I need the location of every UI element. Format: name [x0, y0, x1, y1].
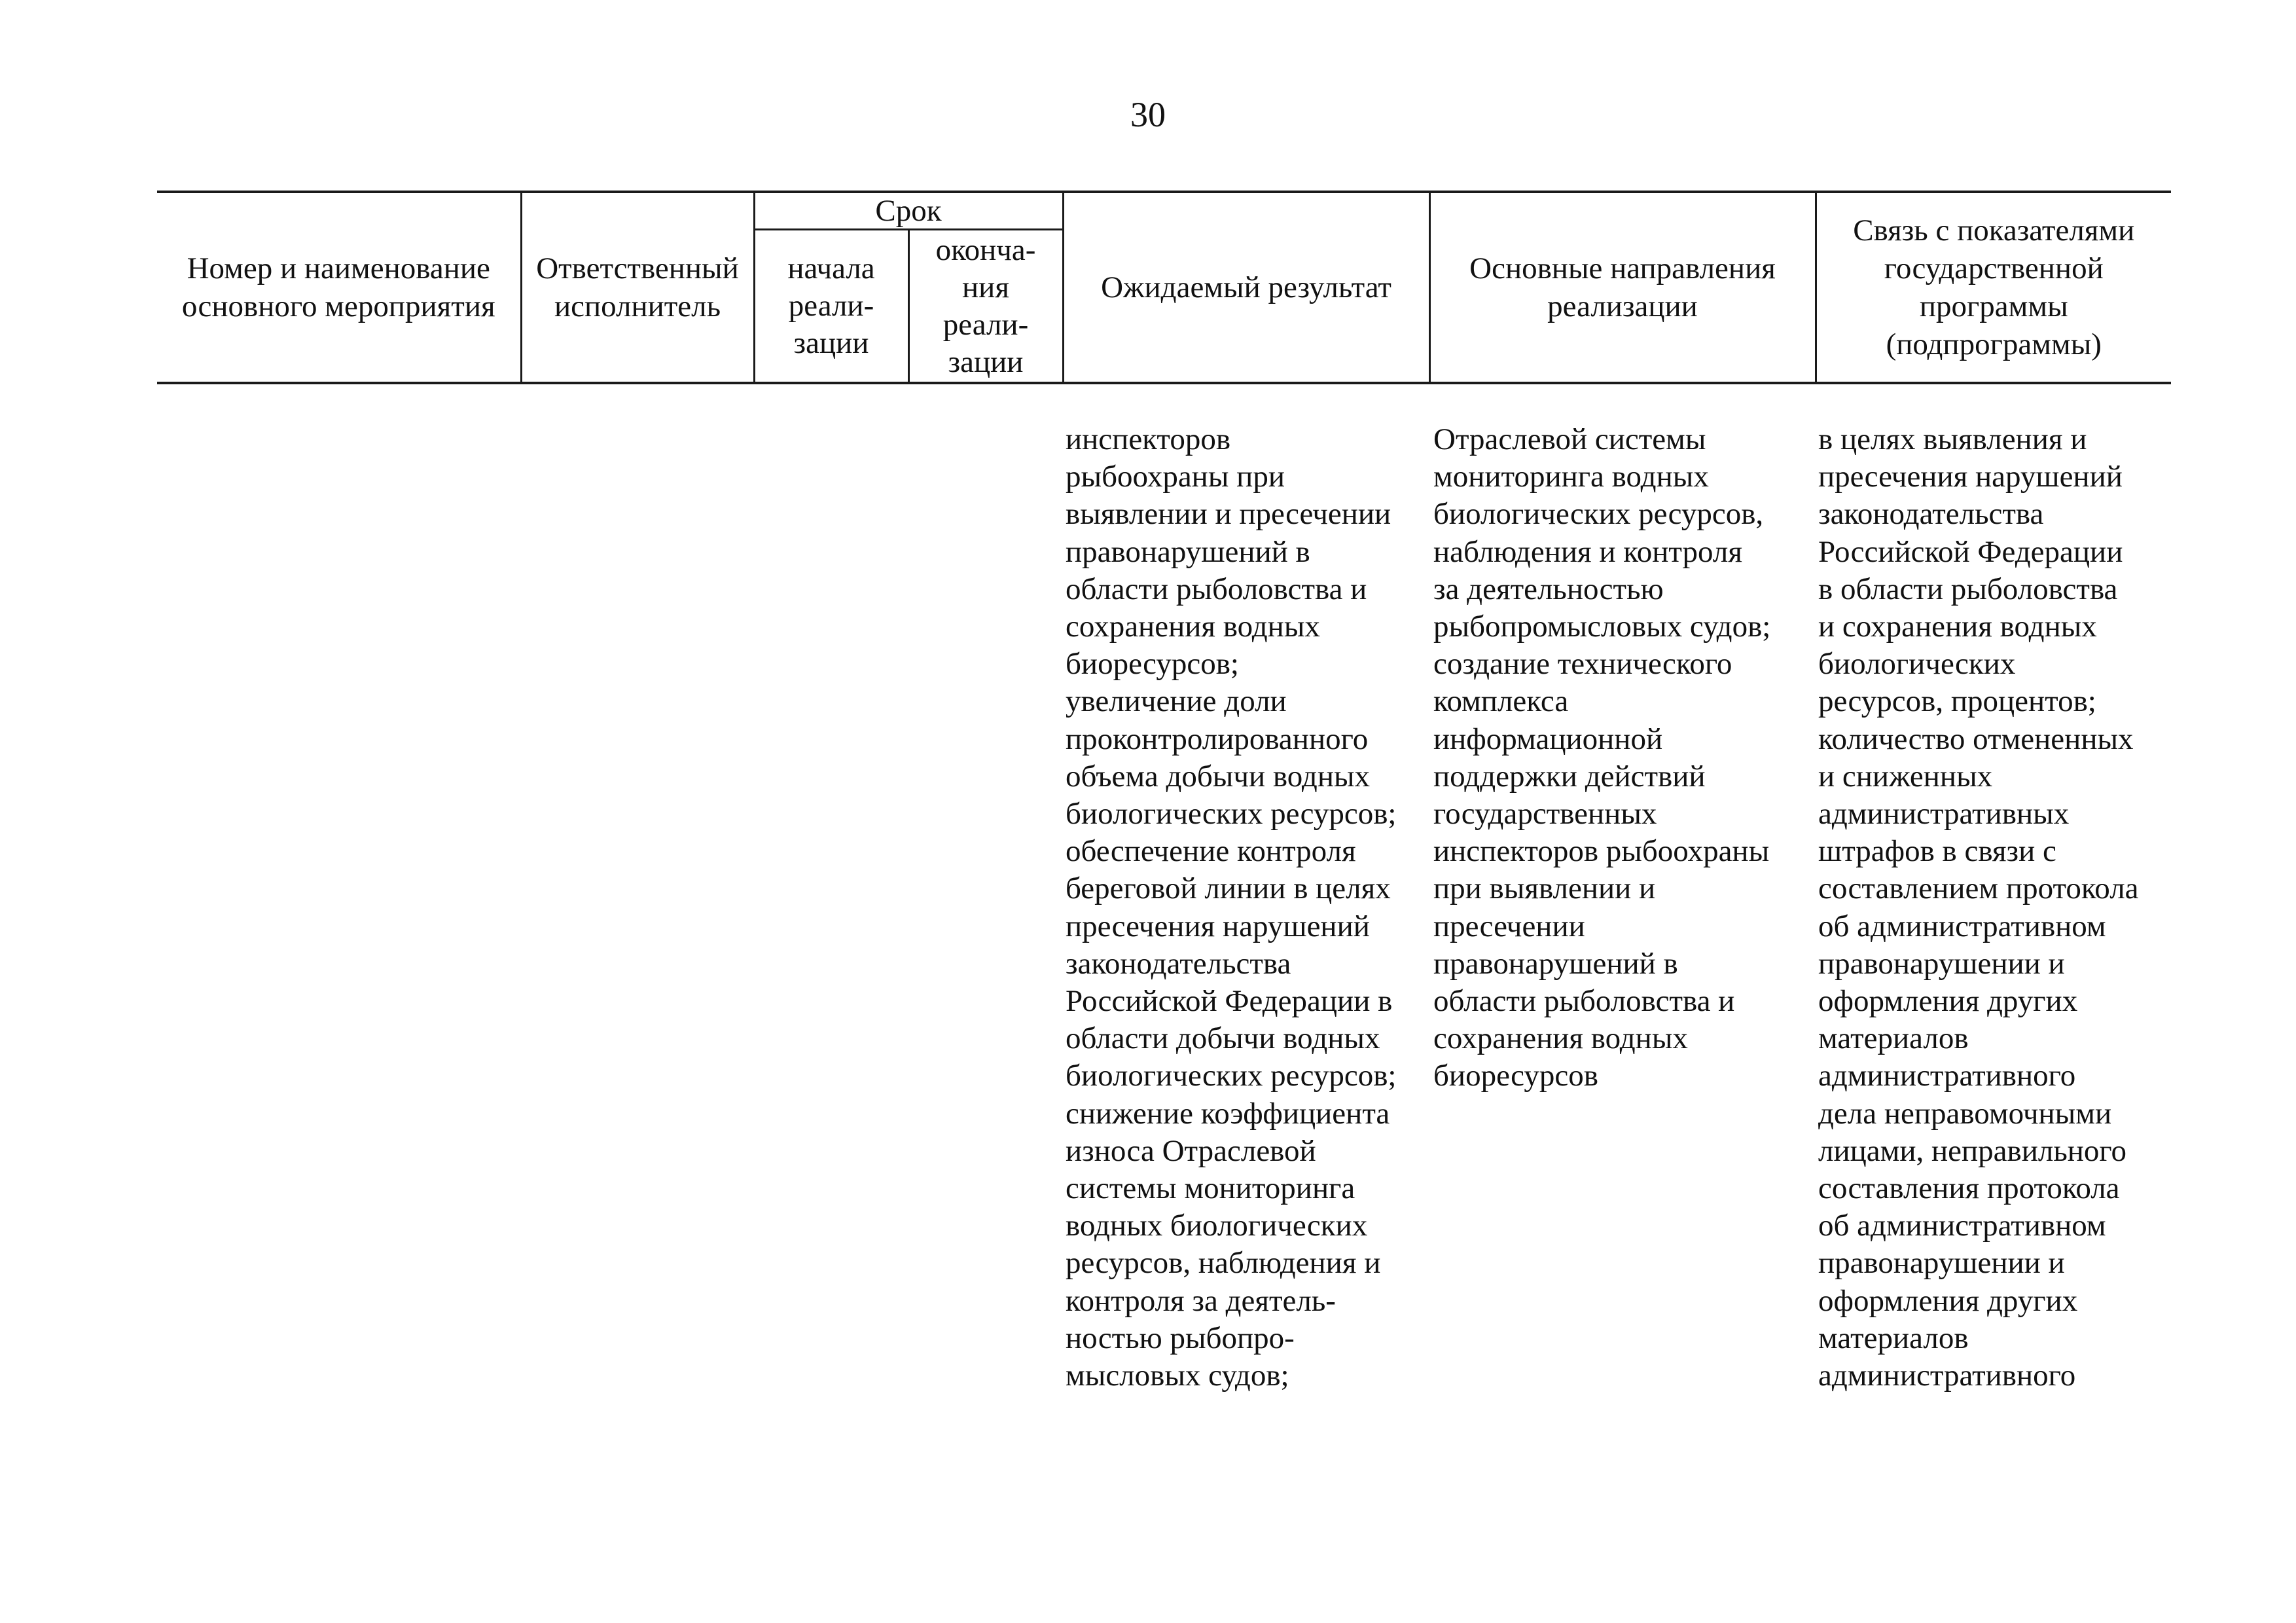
cell-directions: Отраслевой системы мониторинга водных биологических ресурсов, наблюдения и контроля за деятельностью рыбопромысловых судов; создание технического комплекса информационной поддержки действий государственных инспекторов рыбоохраны при выявлении и пресечении правонарушений в области рыболовства и сохранения водных биоресурсов: [1433, 422, 1771, 1093]
header-term: Срок: [754, 192, 1063, 230]
header-expected-result: Ожидаемый результат: [1063, 192, 1429, 383]
header-directions: Основные направления реализации: [1429, 192, 1816, 383]
page-number: 30: [1130, 95, 1166, 134]
header-indicators: Связь с показателями государственной программы (подпрограммы): [1816, 192, 2171, 383]
header-number-name: Номер и наименование основного мероприятия: [157, 192, 521, 383]
table-header: [157, 191, 2171, 384]
cell-expected-result: инспекторов рыбоохраны при выявлении и пресечении правонарушений в области рыболовства и сохранения водных биоресурсов; увеличение доли проконтролированного объема добычи водных биологических ресурсов; обеспечение контроля береговой линии в целях пресечения нарушений законодательства Российской Федерации в области добычи водных биологических ресурсов; снижение коэффициента износа Отраслевой системы мониторинга водных биологических ресурсов, наблюдения и контроля за деятель- ностью рыбопро- мысловых судов;: [1066, 422, 1397, 1393]
header-executor: Ответственный исполнитель: [521, 192, 754, 383]
header-start: начала реали- зации: [754, 230, 908, 384]
cell-indicators: в целях выявления и пресечения нарушений законодательства Российской Федерации в области рыболовства и сохранения водных биологических ресурсов, процентов; количество отмененных и сниженных административных штрафов в связи с составлением протокола об административном правонарушении и оформления других материалов административного дела неправомочными лицами, неправильного составления протокола об административном правонарушении и оформления других материалов административного: [1818, 422, 2139, 1393]
header-end: оконча- ния реали- зации: [908, 230, 1063, 384]
